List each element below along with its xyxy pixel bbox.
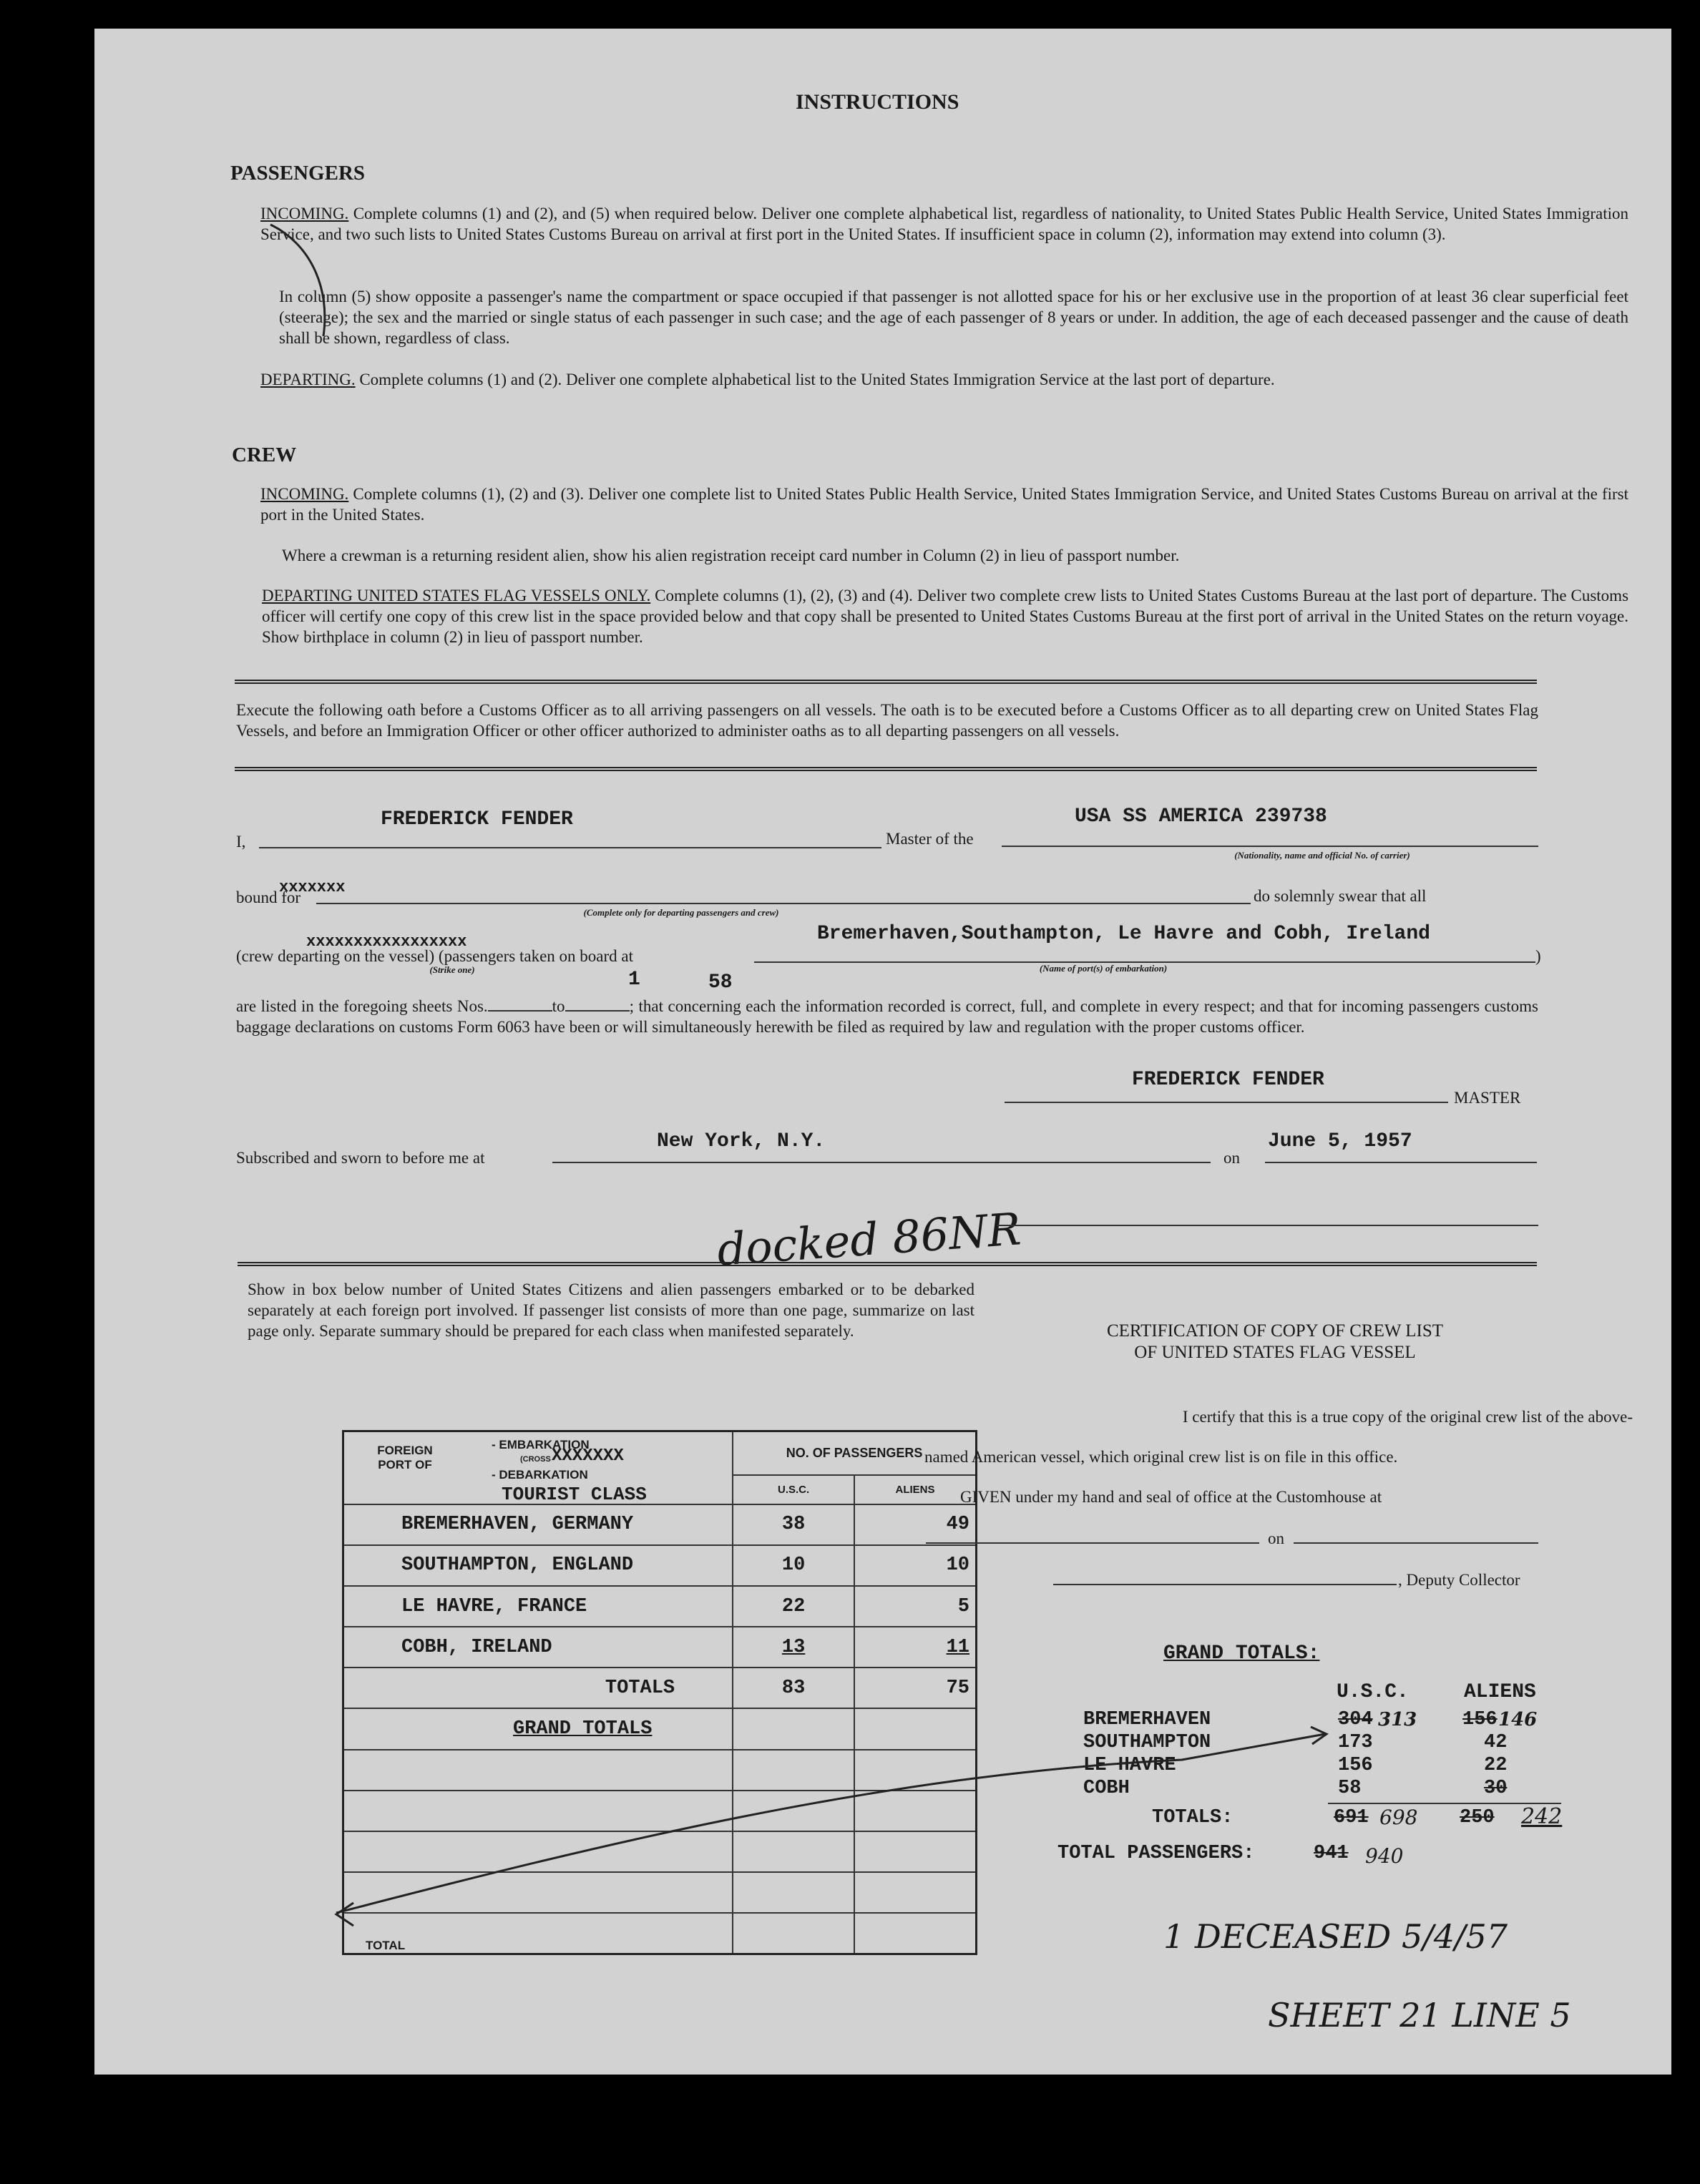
grand-row-port: LE HAVRE xyxy=(1083,1755,1176,1776)
incoming-text: Complete columns (1) and (2), and (5) when required below. Deliver one complete alphabetical list, regardless of nationality, to United States Public Health Service, United States Immigration Service, and two such lists to United States Customs Bureau on arrival at first port in the United States. If insufficient space in column (2), information may extend into column (3). xyxy=(260,205,1629,243)
grand-row-usc: 58 xyxy=(1338,1778,1362,1799)
grand-row-usc-new: 313 xyxy=(1378,1709,1417,1730)
crew-incoming-label: INCOMING. xyxy=(260,485,349,503)
cert-on-label: on xyxy=(1268,1529,1284,1547)
col-usc: U.S.C. xyxy=(733,1475,854,1504)
sheet-from: 1 xyxy=(628,969,640,991)
grand-totals-usc-new: 698 xyxy=(1379,1806,1418,1829)
row-port: SOUTHAMPTON, ENGLAND xyxy=(343,1545,733,1586)
row-aliens: 5 xyxy=(854,1586,976,1627)
bracket-mark xyxy=(270,225,325,336)
grand-row-usc: 156 xyxy=(1338,1755,1373,1776)
grand-row-aliens: 30 xyxy=(1484,1778,1508,1799)
col-passengers: NO. OF PASSENGERS xyxy=(733,1431,976,1475)
swear-text: do solemnly swear that all xyxy=(1254,887,1427,905)
master-signature: FREDERICK FENDER xyxy=(1132,1069,1324,1091)
subscribed-label: Subscribed and sworn to before me at xyxy=(236,1149,485,1167)
ports-close: ) xyxy=(1535,947,1541,965)
carrier: USA SS AMERICA 239738 xyxy=(1075,805,1327,828)
certify-b: named American vessel, which original crew list is on file in this office. xyxy=(924,1448,1398,1466)
col-cross: (CROSS xyxy=(520,1455,551,1464)
col-embarkation: - EMBARKATION xyxy=(492,1438,590,1451)
bound-caption: (Complete only for departing passengers and crew) xyxy=(583,907,779,918)
pen-marks xyxy=(94,29,1671,2075)
column5-text: In column (5) show opposite a passenger's name the compartment or space occupied if that passenger is not allotted space for his or her exclusive use in the proportion of at least 36 clear superficial feet (steerage); the sex and the married or single status of each passenger in such case; and the age of each passenger of 8 years or under. In addition, the age of each deceased passenger and the cause of death shall be shown, regardless of class. xyxy=(279,288,1628,347)
passengers-heading: PASSENGERS xyxy=(230,162,366,185)
docked-note: docked 86NR xyxy=(715,1203,1023,1276)
oath-intro: Execute the following oath before a Customs Officer as to all arriving passengers on all vessels. The oath is to be executed before a Customs Officer as to all departing crew on United States Flag Vessels, and before an Immigration Officer or other officer authorized to administer oaths as to all departing passengers on all vessels. xyxy=(236,701,1538,740)
deputy-label: , Deputy Collector xyxy=(1398,1571,1520,1589)
row-aliens: 10 xyxy=(854,1545,976,1586)
grand-row-aliens: 42 xyxy=(1484,1732,1508,1753)
grand-col-usc: U.S.C. xyxy=(1337,1681,1409,1703)
row-aliens: 11 xyxy=(854,1627,976,1668)
sheet-line-note: SHEET 21 LINE 5 xyxy=(1268,1996,1571,2034)
total-passengers-new: 940 xyxy=(1365,1844,1404,1868)
on-label: on xyxy=(1223,1149,1240,1167)
document-page xyxy=(94,29,1671,2075)
summary-instructions: Show in box below number of United States Citizens and alien passengers embarked or to be debarked separately at each foreign port involved. If passenger list consists of more than one page, summarize on last page only. Separate summary should be prepared for each class when manifested separately. xyxy=(248,1280,974,1340)
crew-heading: CREW xyxy=(232,444,297,466)
master-label: MASTER xyxy=(1454,1089,1521,1107)
departing-flag-text: Complete columns (1), (2), (3) and (4). Deliver two complete crew lists to United States Customs Bureau at the last port of departure. The Customs officer will certify one copy of this crew list in the space provided below and that copy shall be presented to United States Customs Bureau at the first port of arrival in the United States on the return voyage. Show birthplace in column (2) in lieu of passport number. xyxy=(262,587,1629,646)
row-usc: 10 xyxy=(733,1545,854,1586)
listed-b: ; that concerning each the information recorded is correct, full, and complete in every respect; and that for incoming passengers customs baggage declarations on customs Form 6063 have been or will simultaneously herewith be filed as required by law and regulation with the proper customs officer. xyxy=(236,997,1538,1036)
arrow-head-left xyxy=(336,1903,353,1926)
certify-a: I certify that this is a true copy of the original crew list of the above- xyxy=(1182,1408,1633,1426)
grand-row-usc: 173 xyxy=(1338,1732,1373,1753)
strike-caption: (Strike one) xyxy=(429,964,475,975)
crew-incoming-text: Complete columns (1), (2) and (3). Deliver one complete list to United States Public Health Service, United States Immigration Service, and United States Customs Bureau on arrival at the first port in the United States. xyxy=(260,485,1628,524)
given-text: GIVEN under my hand and seal of office at the Customhouse at xyxy=(960,1488,1382,1506)
grand-col-aliens: ALIENS xyxy=(1464,1681,1536,1703)
bound-struck: xxxxxxx xyxy=(279,878,346,896)
crew-struck: xxxxxxxxxxxxxxxxx xyxy=(306,933,467,951)
grand-row-aliens: 22 xyxy=(1484,1755,1508,1776)
grand-totals-label: TOTALS: xyxy=(1152,1807,1234,1828)
col-aliens: ALIENS xyxy=(854,1475,976,1504)
sworn-place: New York, N.Y. xyxy=(657,1130,826,1152)
grand-totals-usc-old: 691 xyxy=(1334,1807,1369,1828)
total-passengers-label: TOTAL PASSENGERS: xyxy=(1057,1843,1255,1864)
grand-totals-heading: GRAND TOTALS: xyxy=(1163,1642,1320,1665)
grand-totals-label: GRAND TOTALS xyxy=(343,1708,733,1749)
row-port: COBH, IRELAND xyxy=(343,1627,733,1668)
sheet-to: 58 xyxy=(708,971,733,994)
grand-totals-aliens-old: 250 xyxy=(1460,1807,1495,1828)
ports-caption: (Name of port(s) of embarkation) xyxy=(1039,963,1168,974)
arrow-line xyxy=(336,1734,1325,1913)
oath-i-label: I, xyxy=(236,833,246,851)
certification-title-line2: OF UNITED STATES FLAG VESSEL xyxy=(1134,1343,1416,1362)
col-cross-struck: XXXXXXX xyxy=(552,1446,624,1466)
row-port: LE HAVRE, FRANCE xyxy=(343,1586,733,1627)
totals-aliens: 75 xyxy=(854,1668,976,1708)
total-passengers-old: 941 xyxy=(1314,1843,1349,1864)
listed-a: are listed in the foregoing sheets Nos. xyxy=(236,997,488,1015)
row-aliens: 49 xyxy=(854,1504,976,1545)
grand-totals-aliens-new: 242 xyxy=(1521,1804,1563,1829)
grand-row-aliens-new: 146 xyxy=(1498,1709,1538,1730)
totals-usc: 83 xyxy=(733,1668,854,1708)
certification-title-line1: CERTIFICATION OF COPY OF CREW LIST xyxy=(1106,1321,1444,1341)
departing-label: DEPARTING. xyxy=(260,371,356,388)
crewman-text: Where a crewman is a returning resident alien, show his alien registration receipt card number in Column (2) in lieu of passport number. xyxy=(282,547,1180,564)
grand-row-port: SOUTHAMPTON xyxy=(1083,1732,1211,1753)
departing-flag-label: DEPARTING UNITED STATES FLAG VESSELS ONLY. xyxy=(262,587,651,604)
departing-text: Complete columns (1) and (2). Deliver one complete alphabetical list to the United States Immigration Service at the last port of departure. xyxy=(359,371,1275,388)
crew-departing-text: (crew departing on the vessel) (passengers taken on board at xyxy=(236,947,633,965)
bound-for-label: bound for xyxy=(236,888,301,906)
grand-row-port: COBH xyxy=(1083,1778,1130,1799)
col-foreign: FOREIGN PORT OF xyxy=(377,1444,433,1471)
incoming-label: INCOMING. xyxy=(260,205,349,222)
deceased-note: 1 DECEASED 5/4/57 xyxy=(1163,1917,1508,1956)
col-debarkation: - DEBARKATION xyxy=(492,1468,588,1482)
carrier-caption: (Nationality, name and official No. of carrier) xyxy=(1234,850,1410,861)
master-of-label: Master of the xyxy=(886,830,974,848)
grand-row-aliens-old: 156 xyxy=(1462,1709,1498,1730)
master-name: FREDERICK FENDER xyxy=(381,808,573,831)
row-port: BREMERHAVEN, GERMANY xyxy=(343,1504,733,1545)
grand-row-port: BREMERHAVEN xyxy=(1083,1709,1211,1730)
instructions-title: INSTRUCTIONS xyxy=(796,90,959,114)
sworn-date: June 5, 1957 xyxy=(1268,1130,1412,1152)
class-label: TOURIST CLASS xyxy=(502,1484,647,1505)
total-label: TOTAL xyxy=(343,1913,733,1954)
ports: Bremerhaven,Southampton, Le Havre and Cobh, Ireland xyxy=(817,923,1430,945)
row-usc: 22 xyxy=(733,1586,854,1627)
listed-to: to xyxy=(552,997,565,1015)
row-usc: 13 xyxy=(733,1627,854,1668)
row-usc: 38 xyxy=(733,1504,854,1545)
grand-row-usc-old: 304 xyxy=(1338,1709,1373,1730)
totals-label: TOTALS xyxy=(343,1668,733,1708)
